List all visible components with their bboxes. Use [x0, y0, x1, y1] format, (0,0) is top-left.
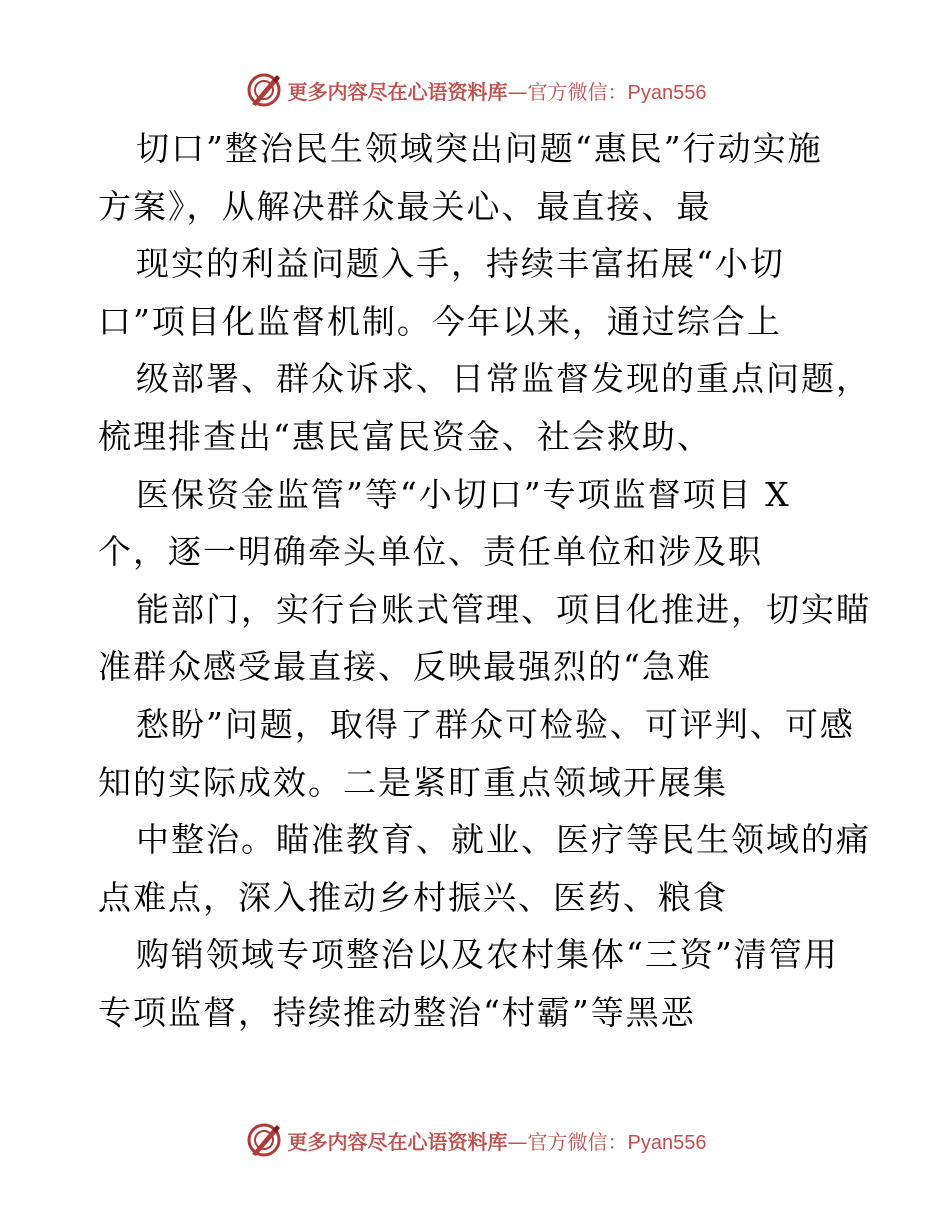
body-text-line: 现实的利益问题入手，持续丰富拓展“小切: [136, 244, 785, 284]
banner-wechat-label: 官方微信：: [527, 1129, 628, 1154]
body-text-line: 中整治。瞄准教育、就业、医疗等民生领域的痛: [136, 820, 871, 860]
body-text-line: 级部署、群众诉求、日常监督发现的重点问题，: [136, 359, 871, 399]
body-text-line: 知的实际成效。二是紧盯重点领域开展集: [98, 762, 728, 802]
body-text-line: 专项监督，持续推动整治“村霸”等黑恶: [98, 992, 696, 1032]
body-text-line: 准群众感受最直接、反映最强烈的“急难: [98, 647, 712, 687]
body-text-line: 能部门，实行台账式管理、项目化推进，切实瞄: [136, 589, 871, 629]
body-text-line: 切口”整治民生领域突出问题“惠民”行动实施: [136, 129, 823, 168]
body-text-line: 口”项目化监督机制。今年以来，通过综合上: [98, 301, 782, 341]
banner-main-text: 更多内容尽在心语资料库: [287, 1129, 508, 1154]
body-text-line: 医保资金监管”等“小切口”专项监督项目 X: [136, 474, 791, 514]
banner-main-text: 更多内容尽在心语资料库: [287, 79, 508, 104]
banner-wechat-id: Pyan556: [627, 1131, 707, 1154]
banner-dash: —: [507, 79, 528, 104]
footer-banner: [0, 1118, 950, 1162]
banner-wechat-id: Pyan556: [627, 81, 707, 104]
footer-banner-text: [288, 1126, 707, 1155]
body-text-line: 购销领域专项整治以及农村集体“三资”清管用: [136, 935, 839, 975]
banner-wechat-label: 官方微信：: [527, 79, 628, 104]
body-text-line: 点难点，深入推动乡村振兴、医药、粮食: [98, 877, 728, 917]
pen-logo-icon: [244, 1120, 284, 1160]
pen-logo-icon: [244, 70, 284, 110]
body-text-line: 梳理排查出“惠民富民资金、社会救助、: [98, 416, 712, 456]
header-banner-text: [288, 76, 707, 105]
body-text-line: 方案》，从解决群众最关心、最直接、最: [98, 186, 712, 226]
document-body: [98, 120, 871, 1042]
body-text-line: 个，逐一明确牵头单位、责任单位和涉及职: [98, 532, 763, 572]
body-text-line: 愁盼”问题，取得了群众可检验、可评判、可感: [136, 704, 855, 744]
banner-dash: —: [507, 1129, 528, 1154]
header-banner: [0, 68, 950, 112]
